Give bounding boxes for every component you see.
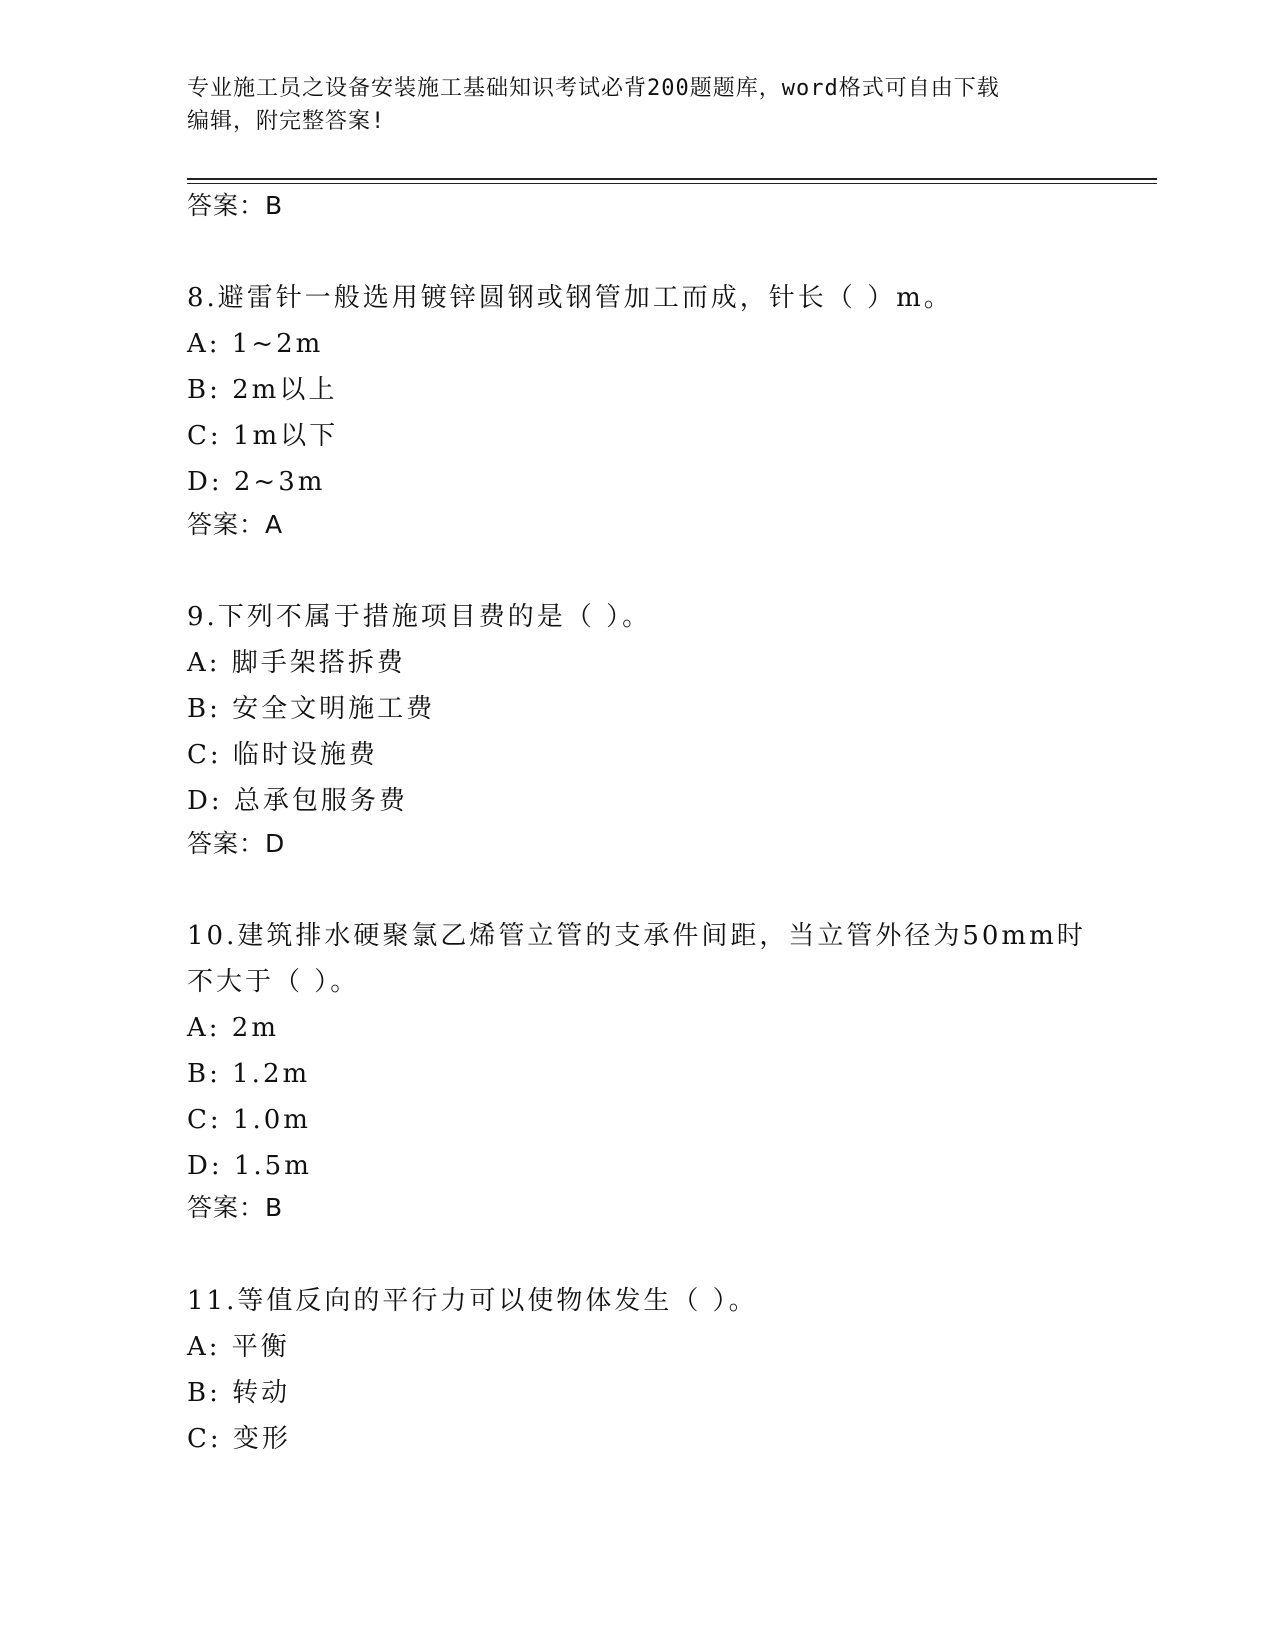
option-b: B: 转动 (187, 1378, 291, 1408)
option-a: A: 平衡 (187, 1332, 290, 1362)
option-a: A: 1~2m (187, 329, 324, 359)
option-c: C: 1m以下 (187, 421, 339, 451)
option-c: C: 临时设施费 (187, 740, 378, 770)
question-9 (187, 594, 1087, 824)
document-header (187, 72, 1087, 138)
option-c: C: 变形 (187, 1424, 291, 1454)
header-line-1: 专业施工员之设备安装施工基础知识考试必背200题题库，word格式可自由下载 (187, 76, 1000, 101)
option-d: D: 2~3m (187, 467, 326, 497)
question-8 (187, 275, 1087, 505)
answer-10: 答案：B (187, 1193, 284, 1222)
option-d: D: 总承包服务费 (187, 786, 408, 816)
answer-9: 答案：D (187, 829, 286, 858)
answer-8: 答案：A (187, 510, 284, 539)
question-stem-line-1: 10.建筑排水硬聚氯乙烯管立管的支承件间距，当立管外径为50mm时 (187, 921, 1086, 951)
question-11 (187, 1278, 1087, 1462)
question-stem: 11.等值反向的平行力可以使物体发生（ ）。 (187, 1286, 758, 1316)
option-d: D: 1.5m (187, 1151, 312, 1181)
option-b: B: 安全文明施工费 (187, 694, 436, 724)
option-c: C: 1.0m (187, 1105, 311, 1135)
header-rule-thick (187, 178, 1157, 180)
previous-answer: 答案：B (187, 191, 284, 220)
option-a: A: 脚手架搭拆费 (187, 648, 406, 678)
question-stem: 9.下列不属于措施项目费的是（ ）。 (187, 602, 652, 632)
option-a: A: 2m (187, 1013, 279, 1043)
option-b: B: 2m以上 (187, 375, 338, 405)
question-stem: 8.避雷针一般选用镀锌圆钢或钢管加工而成，针长（ ）m。 (187, 283, 953, 313)
question-10 (187, 913, 1087, 1189)
header-rule-thin (187, 183, 1157, 184)
option-b: B: 1.2m (187, 1059, 311, 1089)
question-stem-line-2: 不大于（ ）。 (187, 967, 360, 997)
header-line-2: 编辑，附完整答案! (187, 109, 386, 134)
